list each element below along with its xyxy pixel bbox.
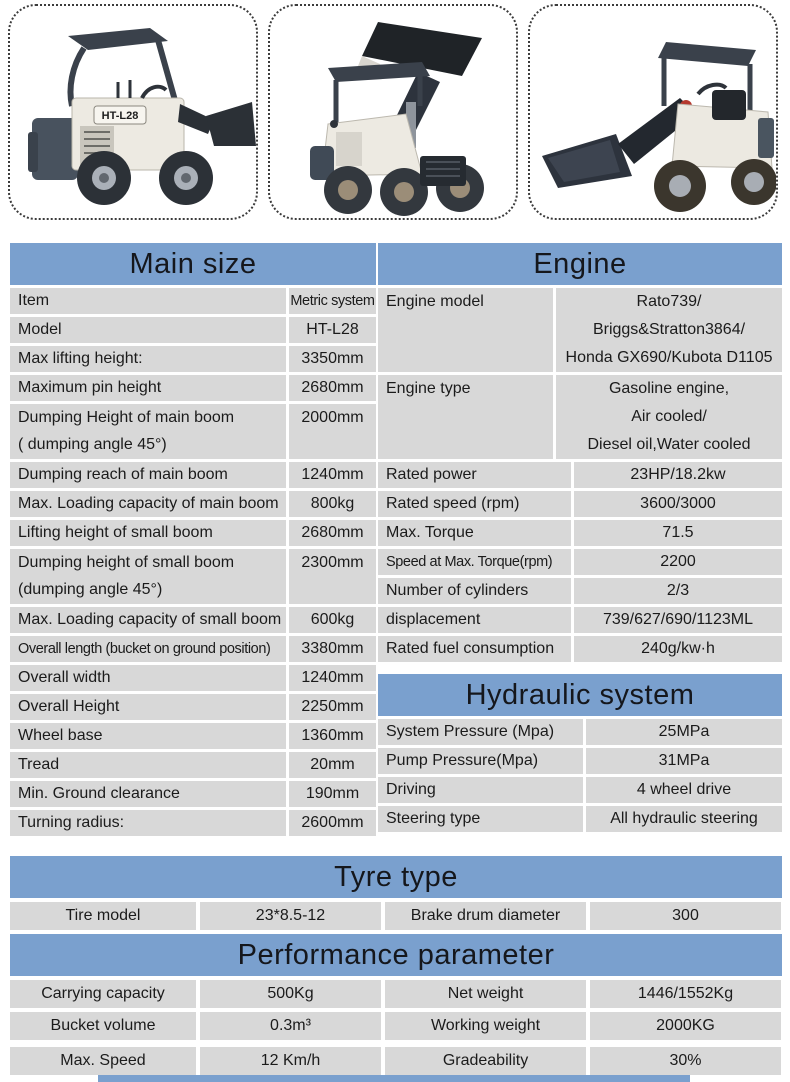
row-value: 190mm [289,781,376,807]
row-label: Item [10,288,286,314]
table-row [10,549,376,604]
row-label: Steering type [378,806,583,832]
row-value: 20mm [289,752,376,778]
row-label: Turning radius: [10,810,286,836]
row-value: 1240mm [289,665,376,691]
table-row [378,375,782,459]
row-value: 12 Km/h [200,1047,381,1075]
table-row [378,636,782,662]
engine-title: Engine [378,243,782,285]
row-value: 3380mm [289,636,376,662]
row-label: Engine type [378,375,553,459]
row-value: 1240mm [289,462,376,488]
row-value-line: Gasoline engine, [608,380,730,397]
table-row [378,777,782,803]
row-value: 600kg [289,607,376,633]
table-row [10,694,376,720]
row-value-line: Briggs&Stratton3864/ [592,321,746,338]
row-label: Tread [10,752,286,778]
table-row [10,404,376,459]
row-label: Maximum pin height [10,375,286,401]
table-row [10,752,376,778]
row-value: 800kg [289,491,376,517]
row-value: 30% [590,1047,781,1075]
row-value: 71.5 [574,520,782,546]
photo-front-view-bucket-raised [268,4,518,220]
table-row [378,578,782,604]
row-label: Driving [378,777,583,803]
row-value: 3600/3000 [574,491,782,517]
table-row [10,607,376,633]
engine-section [378,243,782,662]
row-value [289,404,376,459]
tyre-table [10,902,782,930]
table-row [10,520,376,546]
row-label: Max. Loading capacity of main boom [10,491,286,517]
row-label: Dumping reach of main boom [10,462,286,488]
table-row [378,607,782,633]
row-label: Carrying capacity [10,980,196,1008]
table-row [378,719,782,745]
table-row [10,346,376,372]
row-value: 500Kg [200,980,381,1008]
row-value: 2/3 [574,578,782,604]
row-value: 2250mm [289,694,376,720]
main-size-section [10,243,376,836]
engine-table [378,288,782,662]
row-label: Tire model [10,902,196,930]
row-label-line1: Dumping height of small boom [18,554,235,571]
row-value: All hydraulic steering [586,806,782,832]
row-value [289,549,376,604]
table-row [10,902,782,930]
row-value: 4 wheel drive [586,777,782,803]
row-label: Engine model [378,288,553,372]
hydraulic-table [378,719,782,832]
table-row [378,491,782,517]
row-value: Metric system [289,288,376,314]
row-value: 1446/1552Kg [590,980,781,1008]
row-value-line: Diesel oil,Water cooled [587,436,751,453]
row-label-line2: ( dumping angle 45°) [18,436,167,453]
row-value-line: 2300mm [301,554,364,571]
table-row [10,491,376,517]
row-value-line: Air cooled/ [631,408,707,425]
row-value: 739/627/690/1123ML [574,607,782,633]
table-row [10,1047,782,1075]
table-row [378,806,782,832]
performance-table [10,980,782,1075]
row-value-line: Honda GX690/Kubota D1105 [565,349,773,366]
row-label: Min. Ground clearance [10,781,286,807]
row-label: Working weight [385,1012,586,1040]
row-value: 23*8.5-12 [200,902,381,930]
hydraulic-section [378,674,782,832]
table-row [378,549,782,575]
row-label: Rated speed (rpm) [378,491,571,517]
row-value: HT-L28 [289,317,376,343]
row-label: Lifting height of small boom [10,520,286,546]
row-label-line1: Dumping Height of main boom [18,409,235,426]
main-size-title: Main size [10,243,376,285]
table-row [10,636,376,662]
row-value [556,288,782,372]
product-photos [8,4,782,220]
row-value-line: Rato739/ [636,293,702,310]
row-label: System Pressure (Mpa) [378,719,583,745]
table-row [10,980,782,1008]
tyre-title: Tyre type [10,856,782,898]
loader-side-view-illustration [10,6,256,218]
row-label: Wheel base [10,723,286,749]
row-label: Max. Torque [378,520,571,546]
right-column [378,243,782,832]
row-label: Max lifting height: [10,346,286,372]
row-value: 25MPa [586,719,782,745]
performance-title: Performance parameter [10,934,782,976]
row-value: 0.3m³ [200,1012,381,1040]
table-row [10,781,376,807]
row-label: Rated power [378,462,571,488]
main-size-table [10,288,376,836]
photo-side-view [8,4,258,220]
row-value: 2680mm [289,520,376,546]
row-label: Gradeability [385,1047,586,1075]
row-label: Brake drum diameter [385,902,586,930]
table-row [10,810,376,836]
table-row [378,748,782,774]
row-label: Net weight [385,980,586,1008]
table-row [10,665,376,691]
table-row [10,462,376,488]
row-value: 3350mm [289,346,376,372]
row-label: Pump Pressure(Mpa) [378,748,583,774]
row-label: Speed at Max. Torque(rpm) [378,549,571,575]
row-label: Overall length (bucket on ground position) [10,636,286,662]
row-value: 2200 [574,549,782,575]
table-row [10,317,376,343]
table-row [10,723,376,749]
loader-three-quarter-illustration [530,6,776,218]
footer-bar [98,1075,690,1082]
table-row [378,520,782,546]
row-label [10,404,286,459]
row-value: 300 [590,902,781,930]
table-row [378,288,782,372]
row-value: 1360mm [289,723,376,749]
row-value: 2000KG [590,1012,781,1040]
tyre-section [10,856,782,930]
table-row [10,375,376,401]
row-value-line: 2000mm [301,409,364,426]
row-label: Max. Loading capacity of small boom [10,607,286,633]
table-row [10,1012,782,1040]
row-value: 31MPa [586,748,782,774]
machine-model-label: HT-L28 [101,110,139,122]
row-value: 2680mm [289,375,376,401]
row-value: 240g/kw·h [574,636,782,662]
table-row [378,462,782,488]
row-label: Model [10,317,286,343]
row-value: 2600mm [289,810,376,836]
row-label: Rated fuel consumption [378,636,571,662]
performance-section [10,934,782,1075]
loader-front-raised-illustration [270,6,516,218]
row-label: displacement [378,607,571,633]
row-label: Overall width [10,665,286,691]
row-value: 23HP/18.2kw [574,462,782,488]
table-row [10,288,376,314]
row-label [10,549,286,604]
photo-three-quarter-view [528,4,778,220]
row-label: Overall Height [10,694,286,720]
row-label-line2: (dumping angle 45°) [18,581,163,598]
row-label: Max. Speed [10,1047,196,1075]
hydraulic-title: Hydraulic system [378,674,782,716]
row-value [556,375,782,459]
row-label: Bucket volume [10,1012,196,1040]
row-label: Number of cylinders [378,578,571,604]
